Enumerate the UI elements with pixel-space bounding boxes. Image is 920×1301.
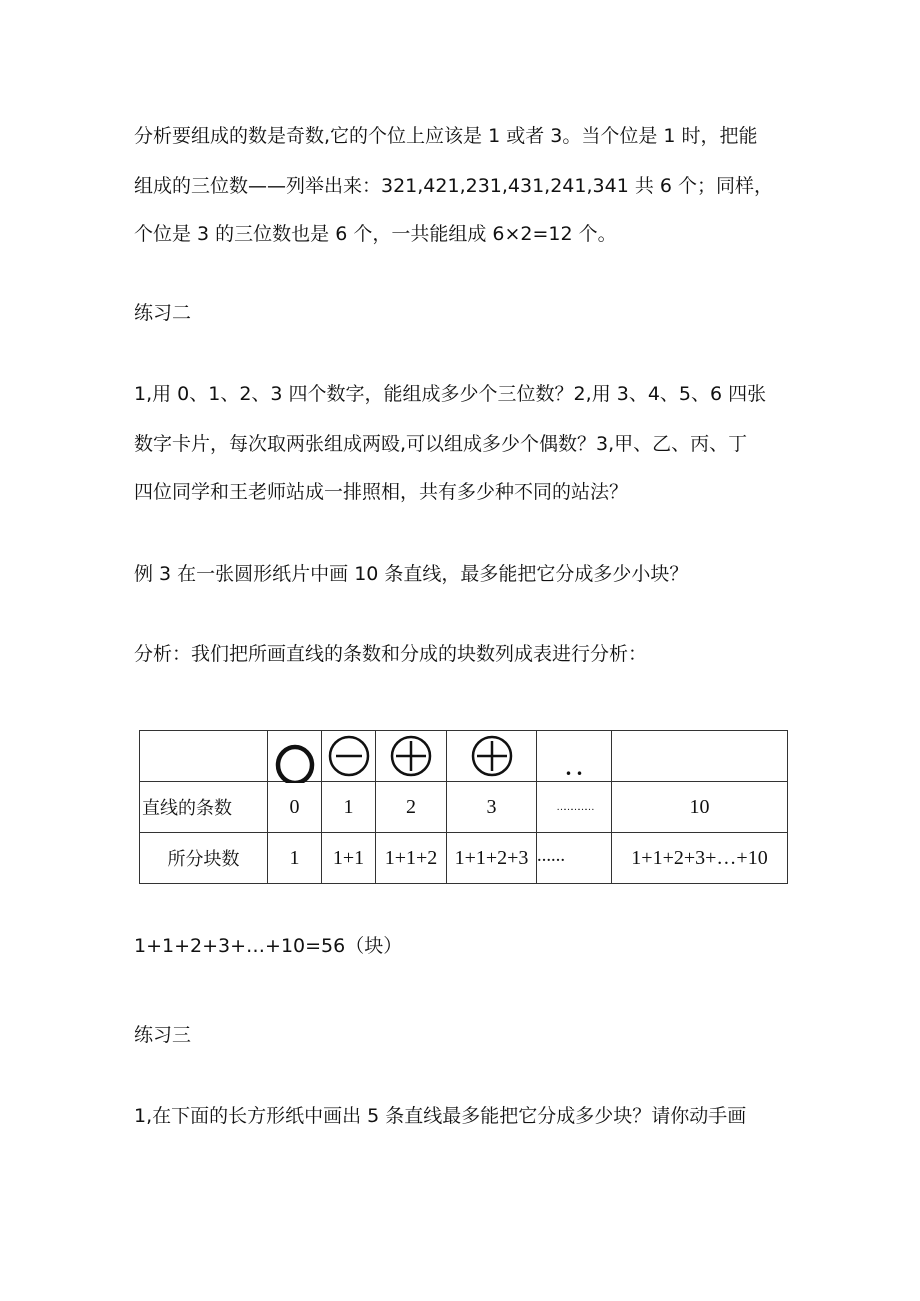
lines-cell: 0	[268, 782, 322, 833]
pieces-cell: 1+1+2+3	[447, 833, 537, 884]
circle-0-lines-icon	[268, 731, 322, 782]
pieces-cell: 1+1	[322, 833, 376, 884]
pieces-cell: 1+1+2+3+…+10	[612, 833, 788, 884]
lines-row-label: 直线的条数	[140, 782, 268, 833]
exercise-2-title: 练习二	[134, 302, 192, 324]
pieces-ellipsis-cell: ……	[537, 833, 612, 884]
analysis-3-text: 分析：我们把所画直线的条数和分成的块数列成表进行分析：	[134, 643, 648, 665]
ellipsis-header-cell: . .	[537, 731, 612, 782]
circle-2-lines-icon	[376, 731, 447, 782]
exercise-3-title: 练习三	[134, 1024, 192, 1046]
analysis-line-2: 组成的三位数——列举出来：321,421,231,431,241,341 共 6 个；同样，	[134, 175, 773, 197]
example-3-text: 例 3 在一张圆形纸片中画 10 条直线，最多能把它分成多少小块？	[134, 563, 689, 585]
exercise-2-line-2: 数字卡片，每次取两张组成两殴,可以组成多少个偶数？3,甲、乙、丙、丁	[134, 433, 748, 455]
pieces-cell: 1+1+2	[376, 833, 447, 884]
lines-row	[140, 782, 788, 833]
circle-3-lines-icon	[447, 731, 537, 782]
pieces-row	[140, 833, 788, 884]
analysis-line-3: 个位是 3 的三位数也是 6 个，一共能组成 6×2=12 个。	[134, 223, 617, 245]
lines-cell: 3	[447, 782, 537, 833]
lines-cell: 2	[376, 782, 447, 833]
lines-cell: 10	[612, 782, 788, 833]
circle-1-line-icon	[322, 731, 376, 782]
exercise-2-line-3: 四位同学和王老师站成一排照相，共有多少种不同的站法？	[134, 481, 629, 503]
exercise-3-line-1: 1,在下面的长方形纸中画出 5 条直线最多能把它分成多少块？请你动手画	[134, 1105, 747, 1127]
table-header-row	[140, 731, 788, 782]
result-formula: 1+1+2+3+…+10=56（块）	[134, 935, 403, 957]
pieces-row-label: 所分块数	[140, 833, 268, 884]
exercise-2-line-1: 1,用 0、1、2、3 四个数字，能组成多少个三位数？2,用 3、4、5、6 四张	[134, 383, 767, 405]
pieces-cell: 1	[268, 833, 322, 884]
header-empty-cell-last	[612, 731, 788, 782]
lines-cell: 1	[322, 782, 376, 833]
analysis-line-1: 分析要组成的数是奇数,它的个位上应该是 1 或者 3。当个位是 1 时，把能	[134, 125, 758, 147]
lines-pieces-table	[139, 730, 788, 884]
header-empty-cell	[140, 731, 268, 782]
lines-ellipsis-cell: ……………	[537, 782, 612, 833]
